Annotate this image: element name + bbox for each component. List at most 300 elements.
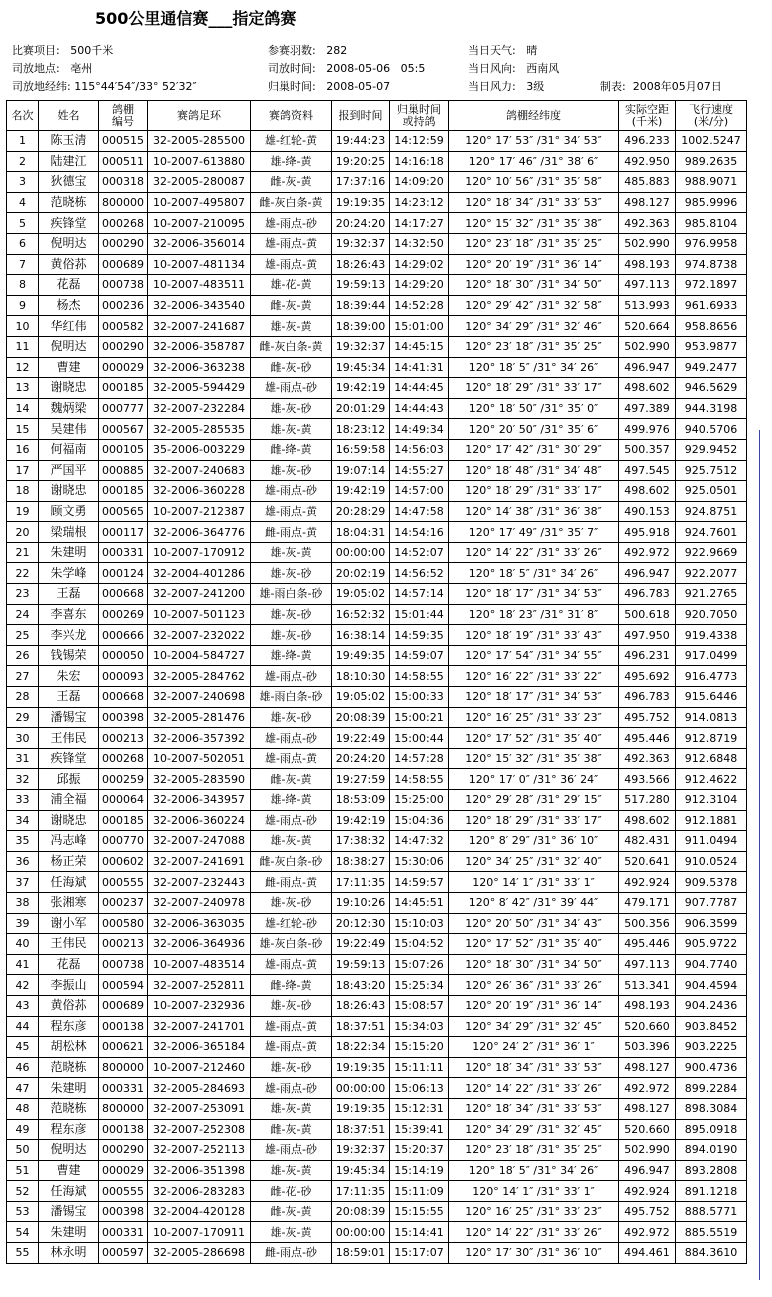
cell-report-time: 19:05:02 — [332, 687, 390, 708]
cell-name: 王伟民 — [39, 728, 99, 749]
cell-rank: 6 — [7, 233, 39, 254]
cell-loft-id: 000567 — [99, 419, 148, 440]
cell-pigeon-info: 雄-灰-砂 — [251, 625, 332, 646]
cell-speed: 893.2808 — [676, 1160, 747, 1181]
cell-pigeon-info: 雄-灰-砂 — [251, 995, 332, 1016]
cell-return-time: 15:17:07 — [390, 1243, 449, 1264]
cell-distance: 496.947 — [619, 563, 676, 584]
cell-loft-coords: 120° 18′ 17″ /31° 34′ 53″ — [449, 687, 619, 708]
cell-rank: 42 — [7, 975, 39, 996]
header-ring: 赛鸽足环 — [148, 101, 251, 131]
cell-ring: 32-2007-232443 — [148, 872, 251, 893]
cell-speed: 898.3084 — [676, 1098, 747, 1119]
cell-ring: 32-2007-240683 — [148, 460, 251, 481]
cell-rank: 21 — [7, 542, 39, 563]
cell-loft-coords: 120° 16′ 25″ /31° 33′ 23″ — [449, 707, 619, 728]
cell-rank: 37 — [7, 872, 39, 893]
cell-pigeon-info: 雌-灰白条-砂 — [251, 851, 332, 872]
cell-rank: 12 — [7, 357, 39, 378]
cell-loft-id: 000398 — [99, 1201, 148, 1222]
cell-distance: 495.752 — [619, 1201, 676, 1222]
cell-return-time: 14:44:45 — [390, 378, 449, 399]
cell-pigeon-info: 雌-灰-黄 — [251, 172, 332, 193]
cell-name: 倪明达 — [39, 233, 99, 254]
cell-loft-coords: 120° 17′ 49″ /31° 35′ 7″ — [449, 522, 619, 543]
cell-distance: 492.972 — [619, 1078, 676, 1099]
cell-loft-id: 000138 — [99, 1119, 148, 1140]
cell-loft-id: 000290 — [99, 1140, 148, 1161]
cell-name: 朱学峰 — [39, 563, 99, 584]
cell-distance: 485.883 — [619, 172, 676, 193]
cell-return-time: 15:07:26 — [390, 954, 449, 975]
cell-name: 陈玉清 — [39, 131, 99, 152]
cell-return-time: 15:14:41 — [390, 1222, 449, 1243]
cell-speed: 922.2077 — [676, 563, 747, 584]
cell-distance: 482.431 — [619, 831, 676, 852]
table-row — [7, 728, 747, 749]
table-row — [7, 460, 747, 481]
cell-report-time: 18:23:12 — [332, 419, 390, 440]
cell-pigeon-info: 雄-雨点-砂 — [251, 666, 332, 687]
cell-pigeon-info: 雄-雨点-砂 — [251, 1140, 332, 1161]
cell-name: 黄俗荪 — [39, 995, 99, 1016]
info-weather — [468, 44, 537, 57]
cell-name: 潘锡宝 — [39, 1201, 99, 1222]
cell-report-time: 19:32:37 — [332, 233, 390, 254]
table-row — [7, 872, 747, 893]
cell-speed: 976.9958 — [676, 233, 747, 254]
cell-pigeon-info: 雄-雨点-砂 — [251, 213, 332, 234]
cell-distance: 499.976 — [619, 419, 676, 440]
cell-speed: 949.2477 — [676, 357, 747, 378]
release-place-label: 司放地点: — [12, 62, 60, 75]
return-time-value: 2008-05-07 — [326, 80, 391, 93]
cell-rank: 3 — [7, 172, 39, 193]
cell-report-time: 19:07:14 — [332, 460, 390, 481]
cell-rank: 9 — [7, 295, 39, 316]
cell-loft-coords: 120° 8′ 42″ /31° 39′ 44″ — [449, 892, 619, 913]
cell-loft-coords: 120° 14′ 1″ /31° 33′ 1″ — [449, 1181, 619, 1202]
cell-ring: 32-2007-240698 — [148, 687, 251, 708]
cell-report-time: 20:02:19 — [332, 563, 390, 584]
cell-ring: 10-2007-495807 — [148, 192, 251, 213]
cell-loft-id: 000050 — [99, 645, 148, 666]
cell-report-time: 19:59:13 — [332, 954, 390, 975]
cell-loft-id: 000064 — [99, 790, 148, 811]
cell-pigeon-info: 雄-雨点-黄 — [251, 233, 332, 254]
cell-return-time: 14:59:57 — [390, 872, 449, 893]
cell-name: 任海斌 — [39, 1181, 99, 1202]
cell-report-time: 17:37:16 — [332, 172, 390, 193]
table-row — [7, 1140, 747, 1161]
cell-report-time: 19:22:49 — [332, 728, 390, 749]
cell-pigeon-info: 雄-灰-砂 — [251, 398, 332, 419]
cell-pigeon-info: 雄-灰-黄 — [251, 1160, 332, 1181]
cell-pigeon-info: 雄-灰-砂 — [251, 563, 332, 584]
table-row — [7, 1119, 747, 1140]
cell-pigeon-info: 雄-红轮-黄 — [251, 131, 332, 152]
cell-ring: 32-2006-357392 — [148, 728, 251, 749]
cell-ring: 32-2007-241701 — [148, 1016, 251, 1037]
cell-loft-coords: 120° 18′ 34″ /31° 33′ 53″ — [449, 1098, 619, 1119]
header-distance: 实际空距 (千米) — [619, 101, 676, 131]
cell-name: 吴建伟 — [39, 419, 99, 440]
cell-report-time: 17:11:35 — [332, 872, 390, 893]
page-frame-line — [759, 430, 760, 1280]
prepared-value: 2008年05月07日 — [632, 80, 722, 93]
cell-rank: 33 — [7, 790, 39, 811]
info-wind-direction — [468, 62, 559, 75]
cell-loft-id: 000555 — [99, 1181, 148, 1202]
cell-return-time: 14:52:07 — [390, 542, 449, 563]
table-row — [7, 954, 747, 975]
cell-name: 严国平 — [39, 460, 99, 481]
cell-name: 陆建江 — [39, 151, 99, 172]
cell-report-time: 16:59:58 — [332, 439, 390, 460]
cell-name: 狄德宝 — [39, 172, 99, 193]
cell-pigeon-info: 雌-绛-黄 — [251, 975, 332, 996]
cell-distance: 497.113 — [619, 954, 676, 975]
release-place-value: 亳州 — [70, 62, 93, 75]
table-row — [7, 913, 747, 934]
cell-report-time: 18:38:27 — [332, 851, 390, 872]
cell-pigeon-info: 雄-雨点-黄 — [251, 954, 332, 975]
cell-name: 王伟民 — [39, 934, 99, 955]
cell-loft-coords: 120° 26′ 36″ /31° 33′ 26″ — [449, 975, 619, 996]
cell-name: 谢小军 — [39, 913, 99, 934]
cell-name: 潘锡宝 — [39, 707, 99, 728]
cell-loft-coords: 120° 17′ 53″ /31° 34′ 53″ — [449, 131, 619, 152]
cell-ring: 10-2007-232936 — [148, 995, 251, 1016]
cell-distance: 517.280 — [619, 790, 676, 811]
cell-loft-coords: 120° 14′ 1″ /31° 33′ 1″ — [449, 872, 619, 893]
cell-loft-id: 000555 — [99, 872, 148, 893]
cell-report-time: 19:49:35 — [332, 645, 390, 666]
table-row — [7, 192, 747, 213]
cell-ring: 32-2006-364936 — [148, 934, 251, 955]
cell-pigeon-info: 雄-雨点-砂 — [251, 728, 332, 749]
cell-report-time: 17:38:32 — [332, 831, 390, 852]
cell-rank: 40 — [7, 934, 39, 955]
cell-return-time: 15:12:31 — [390, 1098, 449, 1119]
cell-loft-coords: 120° 34′ 29″ /31° 32′ 45″ — [449, 1016, 619, 1037]
cell-pigeon-info: 雄-灰-砂 — [251, 1057, 332, 1078]
info-return-time — [268, 80, 390, 93]
table-row — [7, 172, 747, 193]
cell-rank: 17 — [7, 460, 39, 481]
cell-report-time: 19:10:26 — [332, 892, 390, 913]
cell-loft-id: 000213 — [99, 934, 148, 955]
cell-distance: 492.924 — [619, 872, 676, 893]
entries-value: 282 — [326, 44, 348, 57]
cell-name: 王磊 — [39, 687, 99, 708]
cell-report-time: 18:22:34 — [332, 1037, 390, 1058]
cell-loft-id: 000580 — [99, 913, 148, 934]
table-row — [7, 810, 747, 831]
cell-distance: 479.171 — [619, 892, 676, 913]
cell-report-time: 19:45:34 — [332, 1160, 390, 1181]
cell-ring: 32-2007-252308 — [148, 1119, 251, 1140]
cell-ring: 32-2004-420128 — [148, 1201, 251, 1222]
cell-loft-id: 000259 — [99, 769, 148, 790]
cell-report-time: 19:19:35 — [332, 192, 390, 213]
cell-speed: 925.0501 — [676, 481, 747, 502]
cell-loft-coords: 120° 20′ 19″ /31° 36′ 14″ — [449, 995, 619, 1016]
cell-ring: 32-2007-232284 — [148, 398, 251, 419]
cell-loft-coords: 120° 18′ 5″ /31° 34′ 26″ — [449, 357, 619, 378]
cell-rank: 34 — [7, 810, 39, 831]
cell-rank: 19 — [7, 501, 39, 522]
table-row — [7, 1037, 747, 1058]
cell-name: 李兴龙 — [39, 625, 99, 646]
cell-report-time: 19:32:37 — [332, 1140, 390, 1161]
cell-name: 朱宏 — [39, 666, 99, 687]
table-row — [7, 707, 747, 728]
cell-distance: 502.990 — [619, 1140, 676, 1161]
cell-loft-coords: 120° 18′ 34″ /31° 33′ 53″ — [449, 192, 619, 213]
cell-pigeon-info: 雄-灰-砂 — [251, 460, 332, 481]
cell-report-time: 20:28:29 — [332, 501, 390, 522]
cell-loft-id: 000236 — [99, 295, 148, 316]
return-time-label: 归巢时间: — [268, 80, 316, 93]
table-row — [7, 831, 747, 852]
cell-ring: 32-2005-283590 — [148, 769, 251, 790]
cell-return-time: 14:44:43 — [390, 398, 449, 419]
cell-speed: 924.7601 — [676, 522, 747, 543]
cell-loft-coords: 120° 29′ 42″ /31° 32′ 58″ — [449, 295, 619, 316]
cell-speed: 894.0190 — [676, 1140, 747, 1161]
cell-loft-coords: 120° 14′ 38″ /31° 36′ 38″ — [449, 501, 619, 522]
cell-pigeon-info: 雄-灰-黄 — [251, 1098, 332, 1119]
cell-speed: 885.5519 — [676, 1222, 747, 1243]
cell-distance: 492.363 — [619, 748, 676, 769]
cell-ring: 32-2006-365184 — [148, 1037, 251, 1058]
cell-loft-coords: 120° 16′ 22″ /31° 33′ 22″ — [449, 666, 619, 687]
cell-distance: 520.660 — [619, 1016, 676, 1037]
cell-pigeon-info: 雌-灰白条-黄 — [251, 192, 332, 213]
cell-loft-coords: 120° 18′ 30″ /31° 34′ 50″ — [449, 275, 619, 296]
cell-loft-id: 000582 — [99, 316, 148, 337]
cell-rank: 52 — [7, 1181, 39, 1202]
cell-rank: 26 — [7, 645, 39, 666]
cell-distance: 492.972 — [619, 1222, 676, 1243]
cell-speed: 974.8738 — [676, 254, 747, 275]
cell-report-time: 19:27:59 — [332, 769, 390, 790]
cell-distance: 495.446 — [619, 728, 676, 749]
info-project — [12, 44, 113, 57]
table-row — [7, 1098, 747, 1119]
cell-loft-coords: 120° 17′ 0″ /31° 36′ 24″ — [449, 769, 619, 790]
cell-return-time: 15:11:11 — [390, 1057, 449, 1078]
cell-pigeon-info: 雄-灰-黄 — [251, 419, 332, 440]
cell-distance: 500.618 — [619, 604, 676, 625]
wind-direction-value: 西南风 — [526, 62, 560, 75]
cell-distance: 513.341 — [619, 975, 676, 996]
cell-loft-coords: 120° 18′ 23″ /31° 31′ 8″ — [449, 604, 619, 625]
cell-ring: 32-2007-241200 — [148, 584, 251, 605]
cell-speed: 953.9877 — [676, 336, 747, 357]
cell-pigeon-info: 雄-雨点-砂 — [251, 481, 332, 502]
cell-ring: 32-2005-284762 — [148, 666, 251, 687]
cell-rank: 43 — [7, 995, 39, 1016]
cell-speed: 985.8104 — [676, 213, 747, 234]
cell-distance: 492.972 — [619, 542, 676, 563]
cell-loft-coords: 120° 29′ 28″ /31° 29′ 15″ — [449, 790, 619, 811]
cell-ring: 32-2006-343540 — [148, 295, 251, 316]
cell-loft-coords: 120° 14′ 22″ /31° 33′ 26″ — [449, 542, 619, 563]
cell-report-time: 00:00:00 — [332, 542, 390, 563]
table-row — [7, 1181, 747, 1202]
cell-name: 倪明达 — [39, 1140, 99, 1161]
cell-return-time: 15:01:00 — [390, 316, 449, 337]
cell-ring: 32-2005-594429 — [148, 378, 251, 399]
cell-speed: 989.2635 — [676, 151, 747, 172]
cell-ring: 32-2006-360224 — [148, 810, 251, 831]
cell-name: 任海斌 — [39, 872, 99, 893]
cell-name: 王磊 — [39, 584, 99, 605]
cell-pigeon-info: 雄-灰-砂 — [251, 707, 332, 728]
cell-loft-id: 000689 — [99, 995, 148, 1016]
prepared-label: 制表: — [600, 80, 626, 93]
cell-name: 疾锋堂 — [39, 213, 99, 234]
cell-distance: 495.692 — [619, 666, 676, 687]
cell-return-time: 14:17:27 — [390, 213, 449, 234]
cell-ring: 10-2007-212387 — [148, 501, 251, 522]
cell-ring: 32-2005-286698 — [148, 1243, 251, 1264]
release-coords-label: 司放地经纬: — [12, 80, 71, 93]
cell-return-time: 14:57:00 — [390, 481, 449, 502]
cell-name: 倪明达 — [39, 336, 99, 357]
cell-loft-id: 000237 — [99, 892, 148, 913]
cell-ring: 10-2007-501123 — [148, 604, 251, 625]
cell-loft-id: 000331 — [99, 1078, 148, 1099]
table-row — [7, 1057, 747, 1078]
cell-pigeon-info: 雄-雨点-黄 — [251, 1016, 332, 1037]
wind-force-label: 当日风力: — [468, 80, 516, 93]
cell-report-time: 19:45:34 — [332, 357, 390, 378]
cell-report-time: 18:26:43 — [332, 995, 390, 1016]
cell-distance: 496.231 — [619, 645, 676, 666]
cell-pigeon-info: 雌-雨点-黄 — [251, 522, 332, 543]
cell-pigeon-info: 雄-灰-砂 — [251, 604, 332, 625]
cell-ring: 10-2007-481134 — [148, 254, 251, 275]
cell-ring: 32-2005-281476 — [148, 707, 251, 728]
cell-pigeon-info: 雄-灰-砂 — [251, 892, 332, 913]
cell-report-time: 19:05:02 — [332, 584, 390, 605]
table-row — [7, 1201, 747, 1222]
table-row — [7, 295, 747, 316]
cell-report-time: 18:39:00 — [332, 316, 390, 337]
cell-ring: 32-2006-351398 — [148, 1160, 251, 1181]
cell-loft-id: 000398 — [99, 707, 148, 728]
cell-rank: 22 — [7, 563, 39, 584]
cell-distance: 520.660 — [619, 1119, 676, 1140]
cell-loft-coords: 120° 20′ 19″ /31° 36′ 14″ — [449, 254, 619, 275]
table-row — [7, 687, 747, 708]
cell-return-time: 15:34:03 — [390, 1016, 449, 1037]
cell-loft-id: 000105 — [99, 439, 148, 460]
cell-pigeon-info: 雄-雨点-黄 — [251, 501, 332, 522]
cell-pigeon-info: 雄-雨点-黄 — [251, 1037, 332, 1058]
cell-return-time: 15:00:33 — [390, 687, 449, 708]
cell-distance: 498.193 — [619, 995, 676, 1016]
cell-report-time: 19:19:35 — [332, 1057, 390, 1078]
cell-loft-coords: 120° 17′ 54″ /31° 34′ 55″ — [449, 645, 619, 666]
cell-speed: 916.4773 — [676, 666, 747, 687]
cell-speed: 903.8452 — [676, 1016, 747, 1037]
cell-speed: 888.5771 — [676, 1201, 747, 1222]
cell-distance: 500.356 — [619, 913, 676, 934]
table-row — [7, 542, 747, 563]
cell-distance: 492.363 — [619, 213, 676, 234]
cell-name: 谢晓忠 — [39, 481, 99, 502]
project-value: 500千米 — [70, 44, 114, 57]
cell-return-time: 15:30:06 — [390, 851, 449, 872]
cell-distance: 498.602 — [619, 810, 676, 831]
cell-rank: 48 — [7, 1098, 39, 1119]
cell-name: 疾锋堂 — [39, 748, 99, 769]
cell-speed: 907.7787 — [676, 892, 747, 913]
cell-name: 杨正荣 — [39, 851, 99, 872]
cell-return-time: 15:25:34 — [390, 975, 449, 996]
cell-return-time: 15:06:13 — [390, 1078, 449, 1099]
cell-ring: 32-2006-360228 — [148, 481, 251, 502]
table-row — [7, 1078, 747, 1099]
cell-return-time: 14:45:51 — [390, 892, 449, 913]
cell-report-time: 00:00:00 — [332, 1222, 390, 1243]
cell-name: 朱建明 — [39, 542, 99, 563]
cell-return-time: 14:09:20 — [390, 172, 449, 193]
cell-report-time: 17:11:35 — [332, 1181, 390, 1202]
header-loft-coords: 鸽棚经纬度 — [449, 101, 619, 131]
cell-rank: 4 — [7, 192, 39, 213]
cell-name: 范晓栋 — [39, 1098, 99, 1119]
cell-loft-coords: 120° 17′ 42″ /31° 30′ 29″ — [449, 439, 619, 460]
cell-speed: 925.7512 — [676, 460, 747, 481]
table-row — [7, 481, 747, 502]
cell-return-time: 15:08:57 — [390, 995, 449, 1016]
cell-distance: 496.233 — [619, 131, 676, 152]
cell-loft-coords: 120° 18′ 5″ /31° 34′ 26″ — [449, 1160, 619, 1181]
cell-loft-id: 000565 — [99, 501, 148, 522]
cell-pigeon-info: 雄-绛-黄 — [251, 790, 332, 811]
cell-rank: 25 — [7, 625, 39, 646]
cell-pigeon-info: 雌-绛-黄 — [251, 439, 332, 460]
cell-loft-coords: 120° 34′ 29″ /31° 32′ 45″ — [449, 1119, 619, 1140]
cell-pigeon-info: 雄-灰-黄 — [251, 1222, 332, 1243]
cell-loft-id: 000117 — [99, 522, 148, 543]
cell-rank: 55 — [7, 1243, 39, 1264]
cell-rank: 15 — [7, 419, 39, 440]
cell-return-time: 14:45:15 — [390, 336, 449, 357]
cell-ring: 32-2006-363035 — [148, 913, 251, 934]
table-row — [7, 336, 747, 357]
table-row — [7, 357, 747, 378]
cell-rank: 47 — [7, 1078, 39, 1099]
cell-return-time: 15:39:41 — [390, 1119, 449, 1140]
cell-report-time: 20:24:20 — [332, 213, 390, 234]
cell-ring: 10-2007-170912 — [148, 542, 251, 563]
cell-report-time: 19:22:49 — [332, 934, 390, 955]
cell-return-time: 14:57:28 — [390, 748, 449, 769]
cell-ring: 32-2007-241687 — [148, 316, 251, 337]
cell-rank: 39 — [7, 913, 39, 934]
cell-pigeon-info: 雄-雨点-砂 — [251, 378, 332, 399]
cell-report-time: 19:20:25 — [332, 151, 390, 172]
cell-loft-coords: 120° 16′ 25″ /31° 33′ 23″ — [449, 1201, 619, 1222]
cell-speed: 929.9452 — [676, 439, 747, 460]
cell-name: 程东彦 — [39, 1016, 99, 1037]
